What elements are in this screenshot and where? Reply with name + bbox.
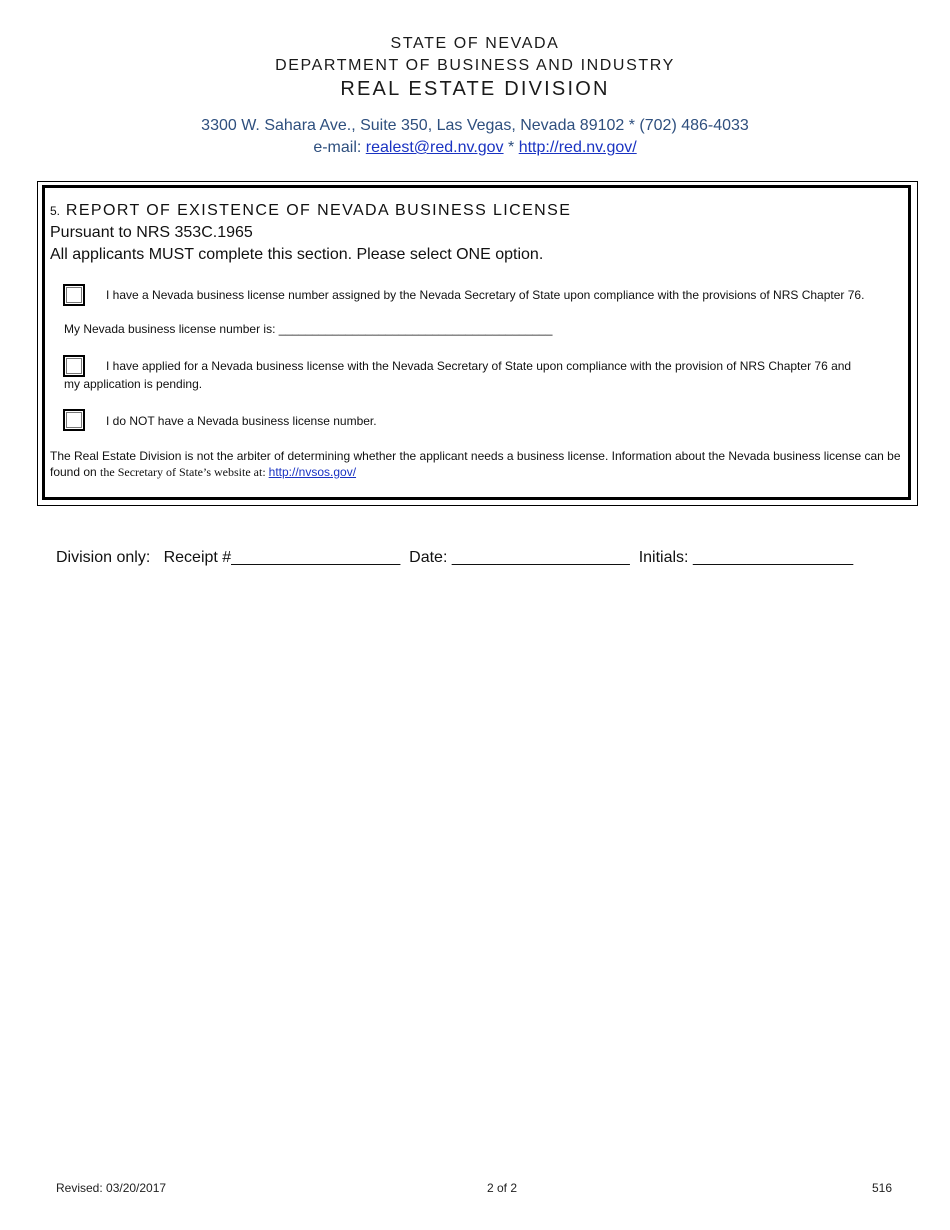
option-2-label: I have applied for a Nevada business license with the Nevada Secretary of State upon compliance with the provision of NRS Chapter 76 and xyxy=(106,359,852,373)
option-3-checkbox[interactable] xyxy=(63,409,85,431)
header-contact xyxy=(0,139,950,157)
option-1-checkbox[interactable] xyxy=(63,284,85,306)
contact-separator: * xyxy=(503,139,519,156)
email-link[interactable]: realest@red.nv.gov xyxy=(365,139,504,156)
section-subtitle: Pursuant to NRS 353C.1965 xyxy=(50,224,253,241)
section-number: 5. xyxy=(50,204,61,218)
footer-revised: Revised: 03/20/2017 xyxy=(56,1181,167,1195)
section-note xyxy=(50,448,910,480)
option-2-checkbox[interactable] xyxy=(63,355,85,377)
email-prefix: e-mail: xyxy=(313,139,366,156)
note-text-serif: the Secretary of State’s website at: xyxy=(100,465,269,479)
license-number-field[interactable]: My Nevada business license number is: _________________________________________ xyxy=(64,322,553,336)
header-state: STATE OF NEVADA xyxy=(390,35,560,52)
option-2-label-continued: my application is pending. xyxy=(64,377,203,391)
nvsos-link[interactable]: http://nvsos.gov/ xyxy=(268,465,357,479)
section-title-text: REPORT OF EXISTENCE OF NEVADA BUSINESS LICENSE xyxy=(65,202,572,219)
header-address: 3300 W. Sahara Ave., Suite 350, Las Vegas, Nevada 89102 * (702) 486-4033 xyxy=(201,117,749,134)
section-title xyxy=(50,202,571,220)
section-instruction: All applicants MUST complete this section. Please select ONE option. xyxy=(50,246,544,263)
note-text: The Real Estate Division is not the arbiter of determining whether the applicant needs a business license. Information about the Nevada business license can be found on xyxy=(50,449,901,479)
footer-page-number: 2 of 2 xyxy=(487,1181,518,1195)
option-3-label: I do NOT have a Nevada business license number. xyxy=(106,414,377,428)
header-division: REAL ESTATE DIVISION xyxy=(340,78,610,100)
option-1-label: I have a Nevada business license number assigned by the Nevada Secretary of State upon compliance with the provisions of NRS Chapter 76. xyxy=(106,288,865,302)
header-department: DEPARTMENT OF BUSINESS AND INDUSTRY xyxy=(275,57,675,74)
footer-form-number: 516 xyxy=(872,1181,893,1195)
division-only-line: Division only: Receipt #___________________ Date: ____________________ Initials: __________________ xyxy=(56,549,854,566)
website-link[interactable]: http://red.nv.gov/ xyxy=(518,139,637,156)
